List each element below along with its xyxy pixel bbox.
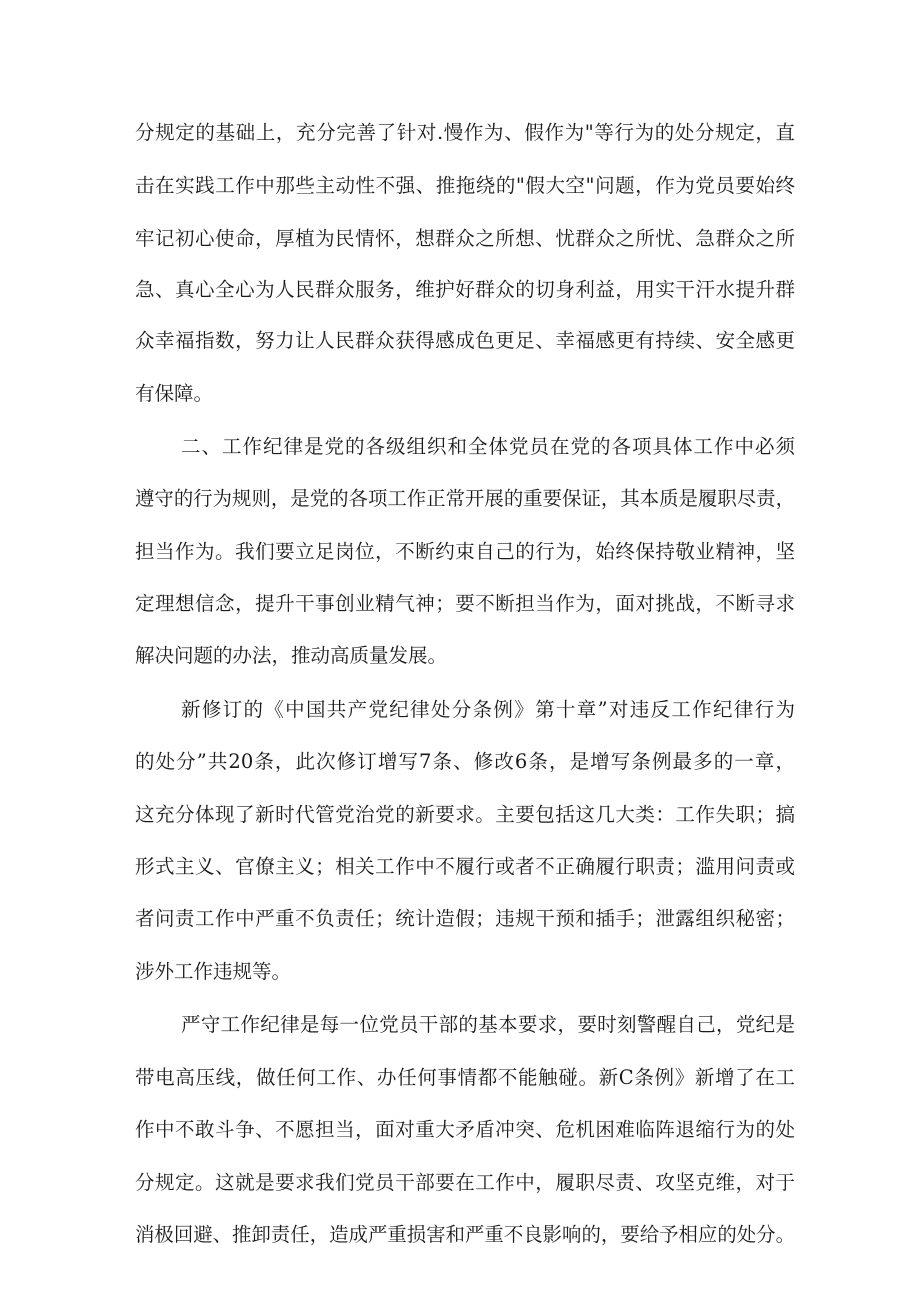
paragraph-4-line-4: 分规定。这就是要求我们党员干部要在工作中，履职尽责、攻坚克维，对于 bbox=[135, 1171, 795, 1194]
paragraph-3-line-4: 形式主义、官僚主义；相关工作中不履行或者不正确履行职责；滥用问责或 bbox=[135, 855, 795, 878]
paragraph-2-line-5: 解决问题的办法，推动高质量发展。 bbox=[135, 644, 448, 667]
paragraph-1-line-5: 众幸福指数，努力让人民群众获得感成色更足、幸福感更有持续、安全感更 bbox=[135, 329, 795, 352]
paragraph-4-line-1: 严守工作纪律是每一位党员干部的基本要求，要时刻警醒自己，党纪是 bbox=[181, 1013, 795, 1036]
paragraph-2-line-4: 定理想信念，提升干事创业精气神；要不断担当作为，面对挑战，不断寻求 bbox=[135, 592, 795, 615]
paragraph-2-line-1: 二、工作纪律是党的各级组织和全体党员在党的各项具体工作中必须 bbox=[181, 435, 795, 458]
paragraph-3-line-3: 这充分体现了新时代管党治党的新要求。主要包括这几大类：工作失职；搞 bbox=[135, 803, 795, 826]
paragraph-1-line-3: 牢记初心使命，厚植为民情怀，想群众之所想、忧群众之所忧、急群众之所 bbox=[135, 227, 795, 250]
paragraph-4-line-3: 作中不敢斗争、不愿担当，面对重大矛盾冲突、危机困难临阵退缩行为的处 bbox=[135, 1118, 795, 1141]
paragraph-1-line-2: 击在实践工作中那些主动性不强、推拖绕的"假大空"问题，作为党员要始终 bbox=[135, 174, 795, 197]
paragraph-2-line-3: 担当作为。我们要立足岗位，不断约束自己的行为，始终保持敬业精神，坚 bbox=[135, 540, 795, 563]
paragraph-3-line-6: 涉外工作违规等。 bbox=[135, 960, 292, 983]
paragraph-4-line-5: 消极回避、推卸责任，造成严重损害和严重不良影响的，要给予相应的处分。 bbox=[135, 1223, 795, 1246]
paragraph-4-line-2: 带电高压线，做任何工作、办任何事情都不能触碰。新C条例》新增了在工 bbox=[135, 1066, 795, 1089]
paragraph-1-line-4: 急、真心全心为人民群众服务，维护好群众的切身利益，用实干汗水提升群 bbox=[135, 278, 795, 301]
paragraph-3-line-5: 者问责工作中严重不负责任；统计造假；违规干预和插手；泄露组织秘密； bbox=[135, 907, 795, 930]
paragraph-1-line-6: 有保障。 bbox=[135, 382, 214, 405]
paragraph-3-line-1: 新修订的《中国共产党纪律处分条例》第十章”对违反工作纪律行为 bbox=[181, 698, 795, 721]
paragraph-3-line-2: 的处分”共20条，此次修订增写7条、修改6条，是增写条例最多的一章， bbox=[135, 750, 795, 773]
paragraph-2-line-2: 遵守的行为规则，是党的各项工作正常开展的重要保证，其本质是履职尽责， bbox=[135, 487, 795, 510]
paragraph-1-line-1: 分规定的基础上，充分完善了针对.慢作为、假作为"等行为的处分规定，直 bbox=[135, 121, 795, 144]
